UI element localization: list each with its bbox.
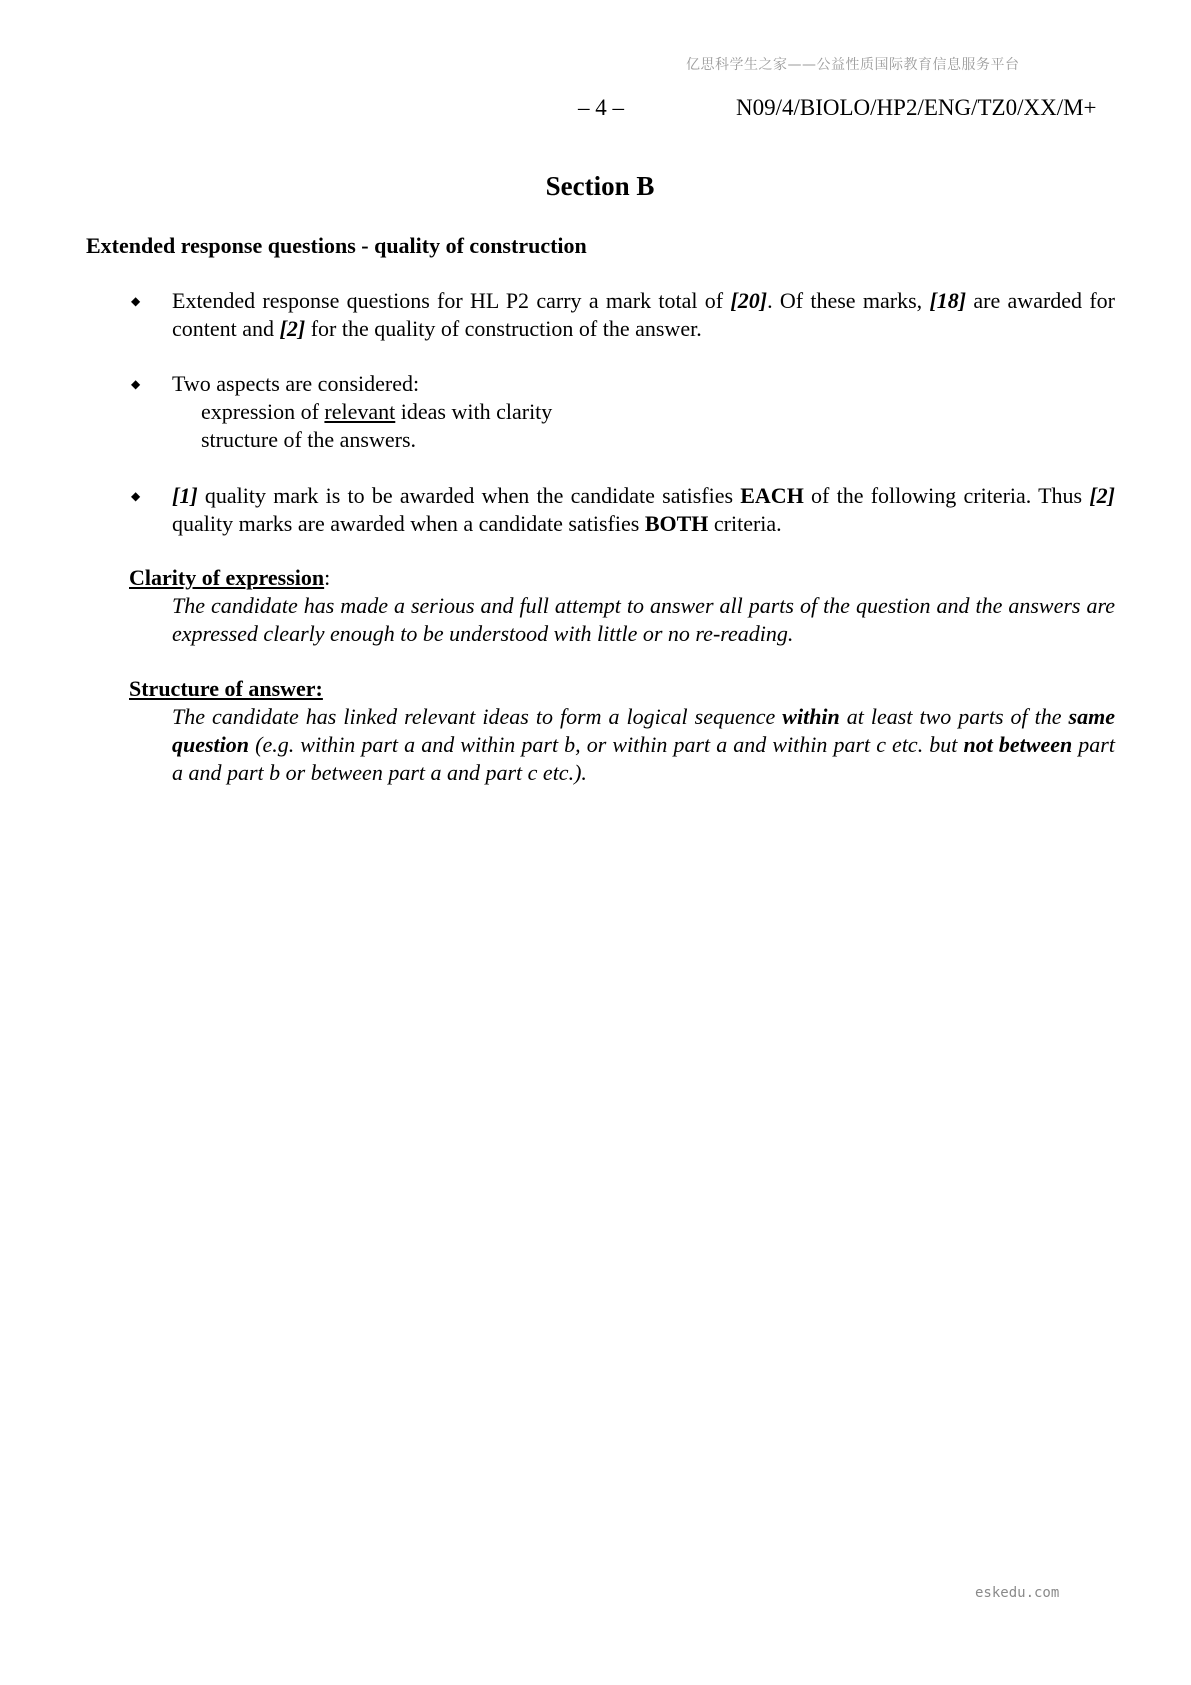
diamond-bullet-icon: ◆ <box>131 377 141 391</box>
page-number: – 4 – <box>578 95 624 120</box>
diamond-bullet-icon: ◆ <box>131 294 141 308</box>
clarity-text: The candidate has made a serious and full attempt to answer all parts of the question and the answers are expressed clearly enough to be understood with little or no re-reading. <box>172 593 1115 646</box>
aspects-intro: Two aspects are considered: <box>172 371 420 396</box>
watermark-top: 亿思科学生之家——公益性质国际教育信息服务平台 <box>686 57 1020 73</box>
diamond-bullet-icon: ◆ <box>131 489 141 503</box>
aspect-clarity: expression of relevant ideas with clarity <box>201 399 553 424</box>
clarity-heading: Clarity of expression: <box>129 565 331 590</box>
document-code: N09/4/BIOLO/HP2/ENG/TZ0/XX/M+ <box>736 95 1097 120</box>
structure-text: The candidate has linked relevant ideas to form a logical sequence within at least two parts of the same question (e.g. within part a and within part b, or within part a and within part c etc. but not between part a and part b or between part a and part c etc.). <box>172 704 1115 785</box>
structure-heading: Structure of answer: <box>129 676 323 701</box>
watermark-bottom: eskedu.com <box>975 1585 1060 1601</box>
bullet-mark-total: Extended response questions for HL P2 carry a mark total of [20]. Of these marks, [18] are awarded for content and [2] for the quality of construction of the answer. <box>172 288 1115 341</box>
bullet-two-aspects <box>172 370 1115 454</box>
aspect-structure: structure of the answers. <box>201 427 417 452</box>
subheading: Extended response questions - quality of construction <box>86 233 587 258</box>
section-title: Section B <box>545 171 655 201</box>
bullet-quality-mark: [1] quality mark is to be awarded when the candidate satisfies EACH of the following criteria. Thus [2] quality marks are awarded when a candidate satisfies BOTH criteria. <box>172 483 1115 536</box>
